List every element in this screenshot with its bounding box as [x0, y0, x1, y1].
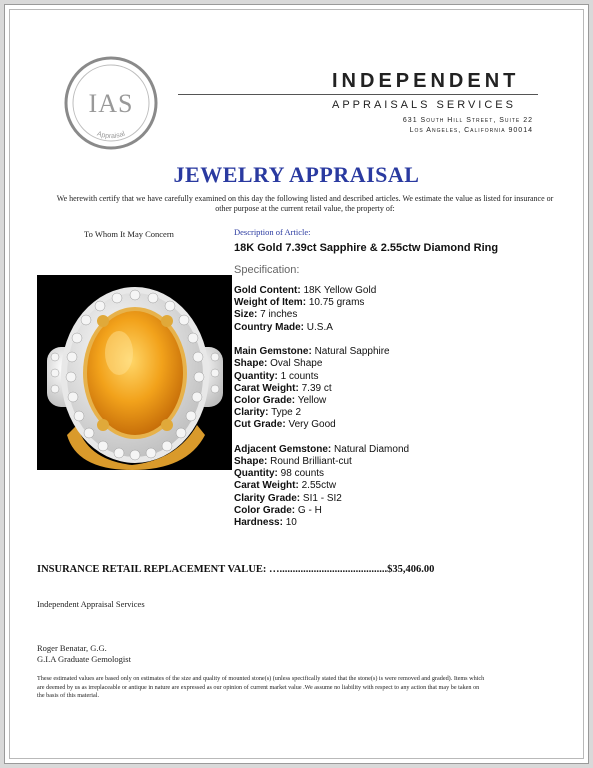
- property-owner: To Whom It May Concern: [84, 229, 174, 239]
- address-line-1: 631 South Hill Street, Suite 22: [402, 117, 533, 124]
- brand-divider: [178, 94, 538, 95]
- logo-ring-text: Appraisal: [96, 130, 127, 141]
- spec-row: Adjacent Gemstone: Natural Diamond: [234, 443, 410, 455]
- appraiser-name: Roger Benatar, G.G.: [37, 643, 107, 653]
- spec-row: Quantity: 1 counts: [234, 370, 319, 382]
- description-label: Description of Article:: [234, 227, 311, 237]
- address-line-2: Los Angeles, California 90014: [409, 127, 533, 134]
- logo-text: IAS: [88, 89, 134, 118]
- spec-row: Hardness: 10: [234, 516, 297, 528]
- brand-title: INDEPENDENT: [332, 70, 520, 92]
- certification-text: We herewith certify that we have carefully examined on this day the following listed and described articles. We estimate the value as listed for insurance or other purpose at the current retail value, the property of:: [56, 194, 554, 213]
- brand-subtitle: APPRAISALS SERVICES: [332, 99, 516, 111]
- insurance-value-amount: $35,406.00: [387, 564, 435, 575]
- spec-row: Cut Grade: Very Good: [234, 419, 336, 431]
- appraiser-credential: G.I.A Graduate Gemologist: [37, 654, 131, 664]
- spec-row: Carat Weight: 7.39 ct: [234, 382, 332, 394]
- spec-row: Shape: Round Brilliant-cut: [234, 456, 352, 468]
- ias-logo: [63, 55, 159, 151]
- specification-list: [234, 285, 409, 529]
- spec-row: Country Made: U.S.A: [234, 321, 333, 333]
- insurance-value-line: [37, 564, 434, 575]
- spec-row: Color Grade: G - H: [234, 504, 322, 516]
- spec-row: Size: 7 inches: [234, 309, 298, 321]
- spec-row: Clarity: Type 2: [234, 407, 302, 419]
- spec-row: Main Gemstone: Natural Sapphire: [234, 346, 390, 358]
- spec-row: Weight of Item: 10.75 grams: [234, 297, 365, 309]
- ring-photo: [37, 275, 232, 470]
- specification-label: Specification:: [234, 264, 300, 276]
- spec-row: Clarity Grade: SI1 - SI2: [234, 492, 342, 504]
- firm-name: Independent Appraisal Services: [37, 599, 145, 609]
- insurance-value-dots: ….........................................: [269, 564, 388, 575]
- spec-row: Color Grade: Yellow: [234, 394, 327, 406]
- spec-row: Quantity: 98 counts: [234, 468, 325, 480]
- insurance-value-label: INSURANCE RETAIL REPLACEMENT VALUE:: [37, 564, 267, 575]
- disclaimer-text: These estimated values are based only on estimates of the size and quality of mounted stone(s) (unless specifically stated that the stone(s) is were removed and graded). Items which are deemed by us as irreplaceable or antique in nature are expressed as our opinion of current market value .We assume no liability with respect to any action that may be taken on the basis of this material.: [37, 675, 485, 700]
- spec-row: Shape: Oval Shape: [234, 358, 323, 370]
- spec-row: Gold Content: 18K Yellow Gold: [234, 285, 377, 296]
- document-title: JEWELRY APPRAISAL: [173, 162, 420, 187]
- spec-row: Carat Weight: 2.55ctw: [234, 480, 337, 492]
- article-title: 18K Gold 7.39ct Sapphire & 2.55ctw Diamond Ring: [234, 242, 499, 254]
